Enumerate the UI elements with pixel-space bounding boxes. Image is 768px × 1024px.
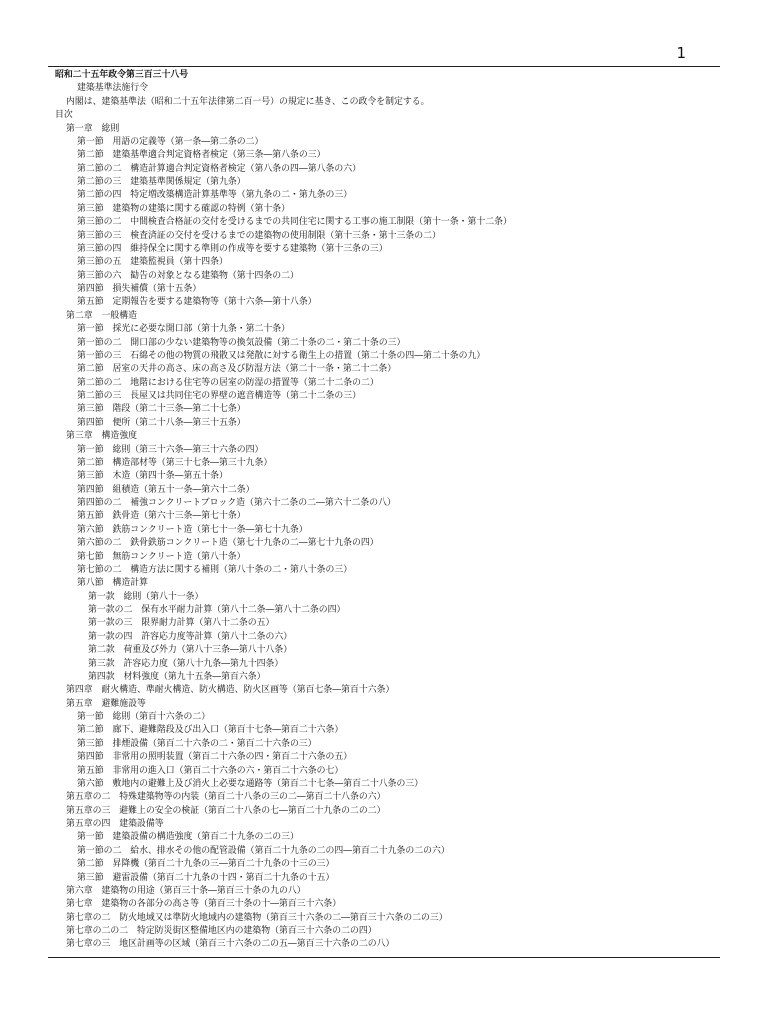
toc-entry: 第一款の三 限界耐力計算（第八十二条の五） xyxy=(88,618,275,629)
toc-entry: 第五章の三 避難上の安全の検証（第百二十八条の七―第百二十九条の二の二） xyxy=(66,805,386,816)
toc-entry: 第六節 敷地内の避難上及び消火上必要な通路等（第百二十七条―第百二十八条の三） xyxy=(77,778,424,789)
toc-entry: 第三節の二 中間検査合格証の交付を受けるまでの共同住宅に関する工事の施工制限（第十一条・第十二条） xyxy=(77,217,512,228)
toc-entry: 第五章の二 特殊建築物等の内装（第百二十八条の三の二―第百二十八条の六） xyxy=(66,792,386,803)
toc-entry: 第五節 非常用の進入口（第百二十六条の六・第百二十六条の七） xyxy=(77,765,344,776)
document-body xyxy=(55,69,720,952)
toc-entry: 第一節 建築設備の構造強度（第百二十九条の二の三） xyxy=(77,832,299,843)
toc-entry: 第二節 建築基準適合判定資格者検定（第三条―第八条の三） xyxy=(77,150,326,161)
toc-heading: 目次 xyxy=(55,110,73,121)
toc-entry: 第二章 一般構造 xyxy=(66,310,137,321)
toc-entry: 第六節 鉄筋コンクリート造（第七十一条―第七十九条） xyxy=(77,524,308,535)
toc-entry: 第一節の二 開口部の少ない建築物等の換気設備（第二十条の二・第二十条の三） xyxy=(77,337,406,348)
law-number: 昭和二十五年政令第三百三十八号 xyxy=(55,70,189,80)
toc-entry: 第七節の二 構造方法に関する補則（第八十条の二・第八十条の三） xyxy=(77,564,353,575)
toc-entry: 第三節の四 維持保全に関する準則の作成等を要する建築物（第十三条の三） xyxy=(77,243,388,254)
header-rule xyxy=(48,66,720,67)
toc-entry: 第二節 構造部材等（第三十七条―第三十九条） xyxy=(77,457,273,468)
toc-entry: 第七章の三 地区計画等の区域（第百三十六条の二の五―第百三十六条の二の八） xyxy=(66,939,395,950)
toc-entry: 第四節 組積造（第五十一条―第六十二条） xyxy=(77,484,255,495)
toc-entry: 第一節 採光に必要な開口部（第十九条・第二十条） xyxy=(77,324,290,335)
toc-entry: 第五章 避難施設等 xyxy=(66,698,146,709)
law-title: 建築基準法施行令 xyxy=(77,83,148,94)
toc-entry: 第二節の二 地階における住宅等の居室の防湿の措置等（第二十二条の二） xyxy=(77,377,379,388)
toc-entry: 第五節 定期報告を要する建築物等（第十六条―第十八条） xyxy=(77,297,317,308)
toc-entry: 第三節 建築物の建築に関する確認の特例（第十条） xyxy=(77,203,290,214)
toc-entry: 第三節 階段（第二十三条―第二十七条） xyxy=(77,404,246,415)
preamble: 内閣は、建築基準法（昭和二十五年法律第二百一号）の規定に基き、この政令を制定する。 xyxy=(66,96,430,107)
toc-entry: 第二節の三 建築基準関係規定（第九条） xyxy=(77,177,246,187)
toc-entry: 第一章 総則 xyxy=(66,123,120,134)
toc-entry: 第三款 許容応力度（第八十九条―第九十四条） xyxy=(88,658,284,669)
toc-entry: 第七節 無筋コンクリート造（第八十条） xyxy=(77,551,246,562)
toc-entry: 第二款 荷重及び外力（第八十三条―第八十八条） xyxy=(88,645,293,656)
page-number: 1 xyxy=(676,44,686,62)
toc-entry: 第一款 総則（第八十一条） xyxy=(88,591,204,602)
toc-entry: 第一節 総則（第三十六条―第三十六条の四） xyxy=(77,444,264,455)
toc-entry: 第四節の二 補強コンクリートブロック造（第六十二条の二―第六十二条の八） xyxy=(77,498,396,508)
toc-entry: 第四節 便所（第二十八条―第三十五条） xyxy=(77,417,246,428)
toc-entry: 第一節 用語の定義等（第一条―第二条の二） xyxy=(77,136,264,147)
toc-entry: 第一節の二 給水、排水その他の配管設備（第百二十九条の二の四―第百二十九条の二の六） xyxy=(77,845,450,856)
toc-entry: 第七章 建築物の各部分の高さ等（第百三十条の十―第百三十六条） xyxy=(66,899,342,910)
toc-entry: 第六節の二 鉄骨鉄筋コンクリート造（第七十九条の二―第七十九条の四） xyxy=(77,538,379,549)
toc-entry: 第八節 構造計算 xyxy=(77,578,148,589)
toc-entry: 第二節 居室の天井の高さ、床の高さ及び防湿方法（第二十一条・第二十二条） xyxy=(77,364,397,375)
toc-entry: 第三節の六 勧告の対象となる建築物（第十四条の二） xyxy=(77,270,299,281)
toc-entry: 第二節の四 特定増改築構造計算基準等（第九条の二・第九条の三） xyxy=(77,190,353,201)
toc-entry: 第三節 木造（第四十条―第五十条） xyxy=(77,471,228,482)
toc-entry: 第三節の五 建築監視員（第十四条） xyxy=(77,257,228,268)
toc-entry: 第一款の二 保有水平耐力計算（第八十二条―第八十二条の四） xyxy=(88,605,346,615)
toc-entry: 第二節 昇降機（第百二十九条の三―第百二十九条の十三の三） xyxy=(77,859,335,870)
toc-entry: 第一節 総則（第百十六条の二） xyxy=(77,712,211,722)
toc-entry: 第三節 避雷設備（第百二十九条の十四・第百二十九条の十五） xyxy=(77,872,335,883)
toc-entry: 第五章の四 建築設備等 xyxy=(66,819,164,829)
toc-entry: 第二節の三 長屋又は共同住宅の界壁の遮音構造等（第二十二条の三） xyxy=(77,391,361,401)
toc-entry: 第七章の二 防火地域又は準防火地域内の建築物（第百三十六条の二―第百三十六条の二の三） xyxy=(66,912,448,923)
toc-entry: 第四款 材料強度（第九十五条―第百六条） xyxy=(88,671,266,682)
footer-rule xyxy=(48,957,720,958)
toc-entry: 第四章 耐火構造、準耐火構造、防火構造、防火区画等（第百七条―第百十六条） xyxy=(66,685,395,696)
toc-entry: 第五節 鉄骨造（第六十三条―第七十条） xyxy=(77,511,246,522)
toc-entry: 第一款の四 許容応力度等計算（第八十二条の六） xyxy=(88,631,293,642)
toc-entry: 第四節 非常用の照明装置（第百二十六条の四・第百二十六条の五） xyxy=(77,752,353,763)
toc-entry: 第三章 構造強度 xyxy=(66,431,137,442)
toc-entry: 第三節の三 検査済証の交付を受けるまでの建築物の使用制限（第十三条・第十三条の二） xyxy=(77,230,441,241)
toc-entry: 第六章 建築物の用途（第百三十条―第百三十条の九の八） xyxy=(66,885,306,896)
toc-entry: 第四節 損失補償（第十五条） xyxy=(77,284,202,294)
toc-entry: 第七章の二の二 特定防災街区整備地区内の建築物（第百三十六条の二の四） xyxy=(66,926,377,936)
toc-entry: 第二節の二 構造計算適合判定資格者検定（第八条の四―第八条の六） xyxy=(77,163,361,174)
toc-entry: 第二節 廊下、避難階段及び出入口（第百十七条―第百二十六条） xyxy=(77,725,344,736)
toc-entry: 第一節の三 石綿その他の物質の飛散又は発散に対する衛生上の措置（第二十条の四―第二十条の九） xyxy=(77,350,486,361)
toc-entry: 第三節 排煙設備（第百二十六条の二・第百二十六条の三） xyxy=(77,738,317,749)
table-of-contents xyxy=(55,123,720,952)
